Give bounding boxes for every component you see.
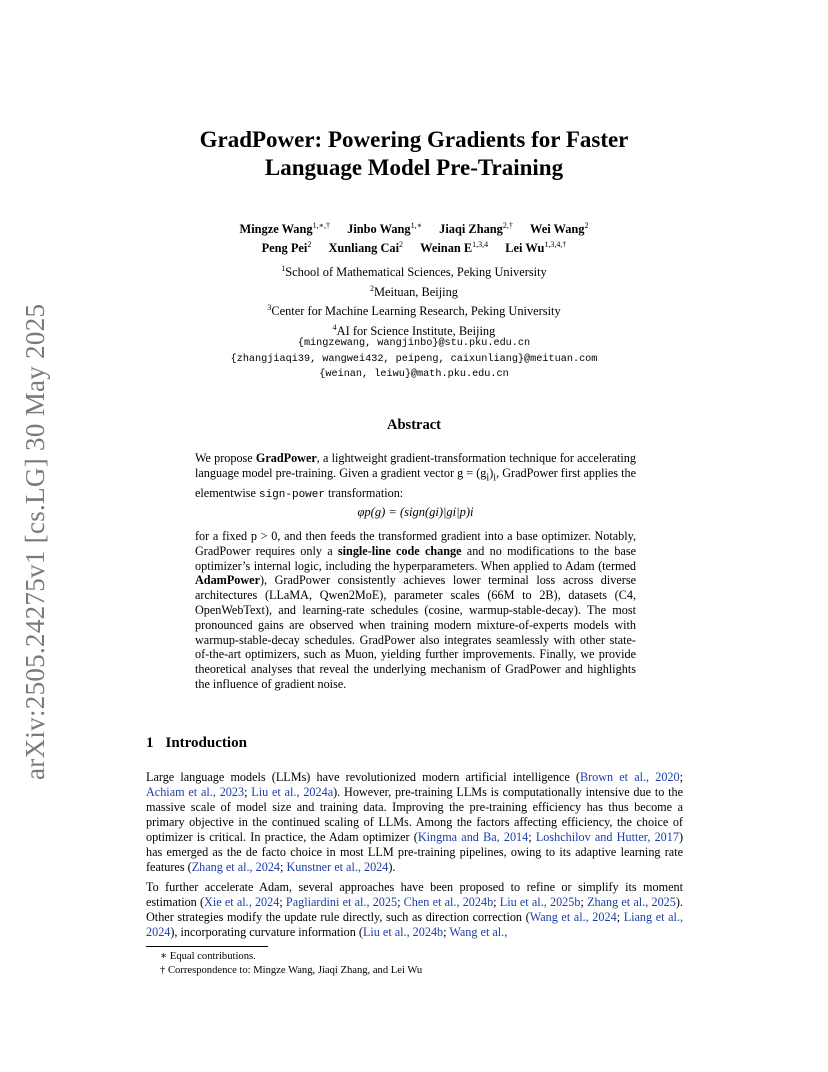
intro-paragraph-1: Large language models (LLMs) have revolutionized modern artificial intelligence (Brown et al., 2020; Achiam et al., 2023; Liu et al., 2024a). However, pre-training LLMs is computationally intensive due to the massive scale of model size and training data. Improving the pre-training efficiency has thus become a primary objective in the continued scaling of LLMs. Among the factors affecting efficiency, the choice of optimizer is critical. In practice, the Adam optimizer (Kingma and Ba, 2014; Loshchilov and Hutter, 2017) has emerged as the de facto choice in most LLM pre-training pipelines, owing to its adaptive learning rate features (Zhang et al., 2024; Kunstner et al., 2024). [146,770,684,874]
citation-link[interactable]: Zhang et al., 2024 [191,860,281,874]
citation-link[interactable]: Liu et al., 2025b [499,895,581,909]
affiliation: $^4$AI for Science Institute, Beijing [332,322,496,338]
footnote: † Correspondence to: Mingze Wang, Jiaqi Zhang, and Lei Wu [160,965,423,976]
email-line: {zhangjiaqi39, wangwei432, peipeng, caixunliang}@meituan.com [230,353,598,365]
citation-link[interactable]: Chen et al., 2024b [403,895,494,909]
sign-power-formula: φp(g) = (sign(gi)|gi|p)i [357,505,474,519]
affiliation: $^3$Center for Machine Learning Research, Peking University [267,303,561,319]
author: Xunliang Cai$^2$ [328,240,404,256]
paper-title [0,126,828,182]
citation-link[interactable]: Achiam et al., 2023 [146,785,245,799]
author-list [0,218,828,256]
citation-link[interactable]: Liu et al., 2024a [251,785,334,799]
email-line: {weinan, leiwu}@math.pku.edu.cn [319,369,509,380]
citation-link[interactable]: Brown et al., 2020 [579,770,680,784]
affiliation: $^1$School of Mathematical Sciences, Peking University [281,264,547,280]
abstract-paragraph-1: We propose GradPower, a lightweight gradient-transformation technique for accelerating language model pre-training. Given a gradient vector $g = (g_i)_i$, GradPower first applies the elementwise sign-power transformation: [195,451,636,502]
affiliations [0,261,828,340]
title-line-1: GradPower: Powering Gradients for Faster [199,127,629,152]
footnote: ∗ Equal contributions. [160,951,256,962]
author: Jiaqi Zhang$^{2,\dagger}$ [439,221,513,237]
citation-link[interactable]: Xie et al., 2024 [204,895,280,909]
abstract-paragraph-2: for a fixed p > 0, and then feeds the transformed gradient into a base optimizer. Notably, GradPower requires only a single-line code change and no modifications to the base optimizer’s internal logic, including the hyperparameters. When applied to Adam (termed AdamPower), GradPower consistently achieves lower terminal loss across diverse architectures (LLaMA, Qwen2MoE), parameter scales (66M to 2B), datasets (C4, OpenWebText), and learning-rate schedules (cosine, warmup-stable-decay). The most pronounced gains are observed when training modern mixture-of-experts models with warmup-stable-decay schedules. GradPower also integrates seamlessly with other state-of-the-art optimizers, such as Muon, yielding further improvements. Finally, we provide theoretical analyses that reveal the underlying mechanism of GradPower and highlights the influence of gradient noise. [195,529,636,691]
author: Weinan E$^{1,3,4}$ [420,240,489,256]
affiliation: $^2$Meituan, Beijing [370,283,458,299]
email-line: {mingzewang, wangjinbo}@stu.pku.edu.cn [297,338,531,349]
email-list [0,336,828,383]
citation-link[interactable]: Liu et al., 2024b [362,925,444,939]
title-line-2: Language Model Pre-Training [264,155,564,180]
citation-link[interactable]: Kunstner et al., 2024 [286,860,389,874]
abstract-heading: Abstract [387,417,441,433]
citation-link[interactable]: Loshchilov and Hutter, 2017 [535,830,679,844]
author: Peng Pei$^2$ [261,240,312,256]
citation-link[interactable]: Zhang et al., 2025 [587,895,676,909]
citation-link[interactable]: Kingma and Ba, 2014 [417,830,529,844]
author-row-2 [0,237,828,256]
footnote-divider [146,946,268,947]
footnotes [160,950,422,978]
author: Wei Wang$^2$ [529,221,589,237]
section-heading-introduction: 1 Introduction [146,735,247,751]
citation-link[interactable]: Wang et al., [449,925,508,939]
arxiv-identifier: arXiv:2505.24275v1 [cs.LG] 30 May 2025 [20,303,50,780]
citation-link[interactable]: Pagliardini et al., 2025 [285,895,398,909]
citation-link[interactable]: Wang et al., 2024 [529,910,617,924]
author: Jinbo Wang$^{1,∗}$ [347,221,423,237]
author: Mingze Wang$^{1,∗,\dagger}$ [239,221,331,237]
author: Lei $Wu^{1,3,4,\dagger}$ [505,240,567,256]
author-row-1 [0,218,828,237]
intro-paragraph-2: To further accelerate Adam, several approaches have been proposed to refine or simplify its moment estimation (Xie et al., 2024; Pagliardini et al., 2025; Chen et al., 2024b; Liu et al., 2025b; Zhang et al., 2025). Other strategies modify the update rule directly, such as direction correction (Wang et al., 2024; Liang et al., 2024), incorporating curvature information (Liu et al., 2024b; Wang et al., [146,880,684,939]
citation-link[interactable]: Liang et al., 2024 [146,910,684,939]
